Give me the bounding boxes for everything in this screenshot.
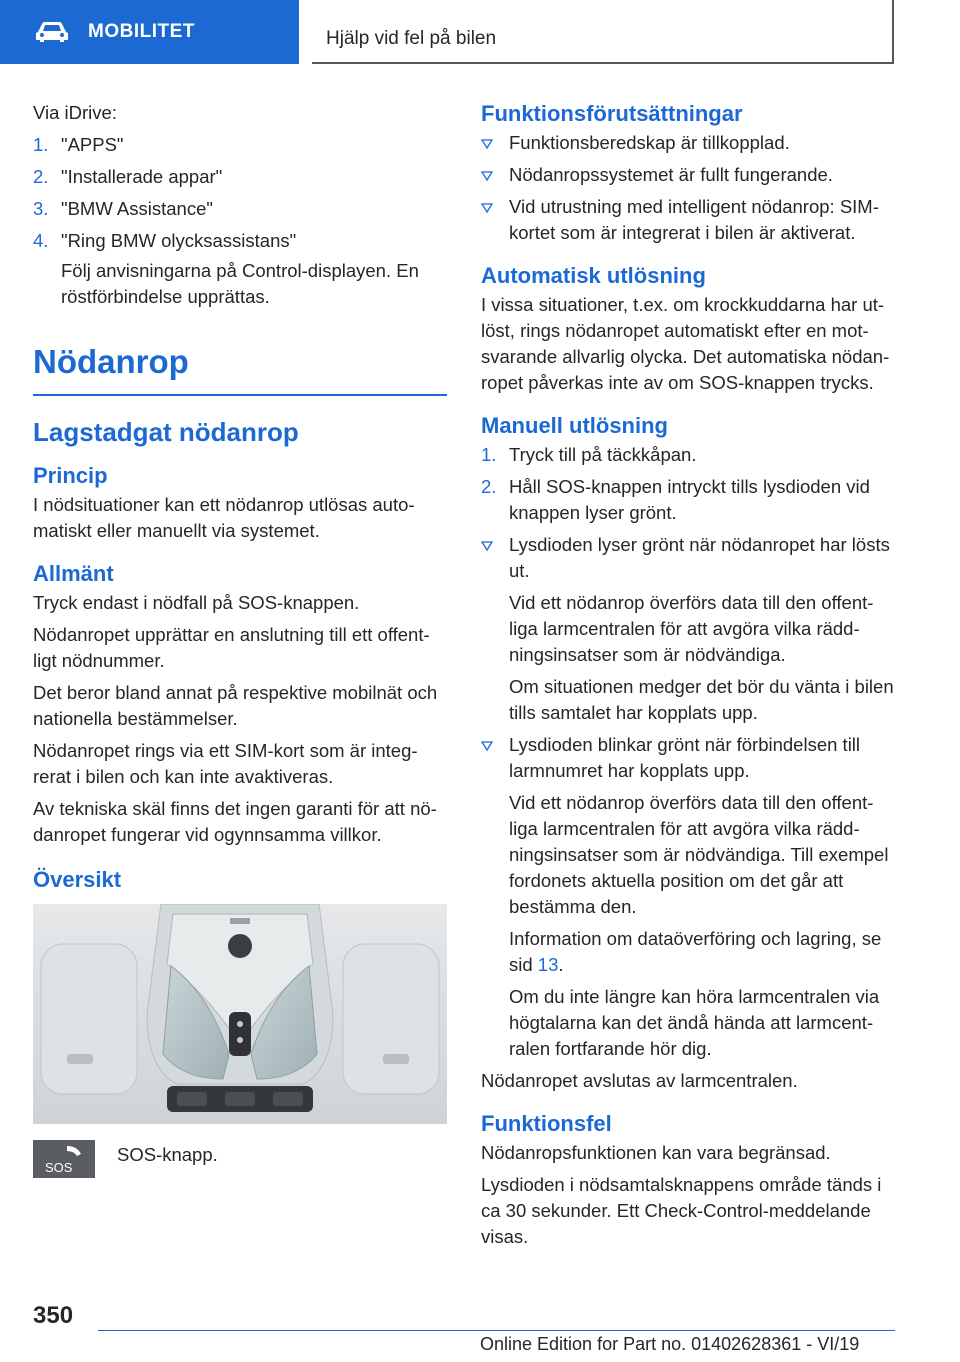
end-text: Nödanropet avslutas av larmcentralen. — [481, 1070, 798, 1091]
section-heading: Lagstadgat nödanrop — [33, 417, 299, 447]
bullet-note: Vid ett nödanrop överförs data till den offentliga larmcentralen för att avgöra vilka räddningsinsatser som är nödvändiga. Till exempel fordonets aktuella position om det går att bestämma den. — [509, 792, 889, 917]
bullet-text: Vid utrustning med intelligent nödanrop: SIM-kortet som är integrerat i bilen är aktiverat. — [509, 196, 879, 243]
list-number: 3. — [33, 198, 49, 219]
note-text-end: . — [558, 954, 564, 975]
list-number: 4. — [33, 230, 49, 251]
bullet-item — [481, 532, 895, 584]
sos-icon-label: SOS — [45, 1160, 73, 1175]
subsection-heading-manual: Manuell utlösning — [481, 413, 668, 438]
bullet-note: Vid ett nödanrop överförs data till den offentliga larmcentralen för att avgöra vilka räddningsinsatser som är nödvändiga. — [509, 592, 874, 665]
triangle-bullet-icon — [481, 541, 493, 551]
right-column — [481, 100, 895, 1256]
page-reference-link[interactable]: 13 — [537, 954, 559, 975]
bullet-note: Om situationen medger det bör du vänta i bilen tills samtalet har kopplats upp. — [509, 676, 894, 723]
bullet-item — [481, 732, 895, 784]
chapter-heading: Nödanrop — [33, 343, 189, 380]
figure-caption: SOS-knapp. — [117, 1144, 218, 1165]
car-icon — [34, 20, 70, 44]
list-text: "Installerade appar" — [61, 166, 223, 187]
subsection-heading-overview: Översikt — [33, 867, 122, 892]
triangle-bullet-icon — [481, 171, 493, 181]
list-text: Håll SOS-knappen intryckt tills lysdioden vid knappen lyser grönt. — [509, 476, 870, 523]
intro-text: Via iDrive: — [33, 102, 117, 123]
general-paragraph: Det beror bland annat på respektive mobilnät och nationella bestämmelser. — [33, 682, 438, 729]
general-paragraph: Nödanropet upprättar en anslutning till ett offentligt nödnummer. — [33, 624, 430, 671]
list-item — [33, 196, 447, 222]
left-column — [33, 100, 447, 1178]
principle-text: I nödsituationer kan ett nödanrop utlösas automatiskt eller manuellt via systemet. — [33, 494, 415, 541]
bullet-note — [481, 926, 895, 978]
list-text: "BMW Assistance" — [61, 198, 213, 219]
footer-edition: Online Edition for Part no. 01402628361 - VI/19 — [480, 1334, 860, 1354]
list-number: 2. — [33, 166, 49, 187]
roof-console-photo — [33, 904, 447, 1124]
bullet-item — [481, 130, 895, 156]
triangle-bullet-icon — [481, 203, 493, 213]
general-paragraph: Nödanropet rings via ett SIM-kort som är integrerat i bilen och kan inte avaktiveras. — [33, 740, 418, 787]
bullet-text: Nödanropssystemet är fullt fungerande. — [509, 164, 833, 185]
page-number: 350 — [33, 1302, 74, 1329]
list-item — [33, 228, 447, 254]
subsection-heading-general: Allmänt — [33, 561, 114, 586]
triangle-bullet-icon — [481, 741, 493, 751]
automatic-text: I vissa situationer, t.ex. om krockkuddarna har utlöst, rings nödanropet automatiskt efter en motsvarande allvarlig olycka. Det automatiska nödanropet påverkas inte av om SOS-knappen trycks. — [481, 294, 890, 393]
bullet-note: Om du inte längre kan höra larmcentralen via högtalarna kan det ändå hända att larmcentralen fortfarande hör dig. — [509, 986, 880, 1059]
subsection-heading-prerequisites: Funktionsförutsättningar — [481, 101, 743, 126]
subsection-heading-principle: Princip — [33, 463, 108, 488]
figure-caption-row — [33, 1140, 447, 1178]
general-paragraph: Tryck endast i nödfall på SOS-knappen. — [33, 592, 360, 613]
list-item — [33, 132, 447, 158]
sos-icon — [33, 1140, 95, 1178]
fault-paragraph: Nödanropsfunktionen kan vara begränsad. — [481, 1142, 831, 1163]
note-text: Information om dataöverföring och lagring, se sid — [509, 928, 882, 975]
list-number: 2. — [481, 476, 497, 497]
header-section-tab — [0, 0, 299, 64]
page-title: Hjälp vid fel på bilen — [326, 28, 497, 49]
triangle-bullet-icon — [481, 139, 493, 149]
footer-divider — [98, 1330, 895, 1331]
list-text: "Ring BMW olycksassistans" — [61, 230, 297, 251]
general-paragraph: Av tekniska skäl finns det ingen garanti för att nödanropet fungerar vid ogynnsamma villkor. — [33, 798, 437, 845]
bullet-item — [481, 194, 895, 246]
bullet-text: Lysdioden lyser grönt när nödanropet har lösts ut. — [509, 534, 890, 581]
list-number: 1. — [33, 134, 49, 155]
bullet-text: Lysdioden blinkar grönt när förbindelsen till larmnumret har kopplats upp. — [509, 734, 861, 781]
header-title-box — [312, 0, 894, 64]
list-text: "APPS" — [61, 134, 124, 155]
list-item — [481, 442, 895, 468]
list-text: Tryck till på täckkåpan. — [509, 444, 697, 465]
list-item — [481, 474, 895, 526]
header-section-label: MOBILITET — [88, 21, 195, 42]
step-note: Följ anvisningarna på Control-displayen. En röstförbindelse upprättas. — [61, 260, 419, 307]
subsection-heading-fault: Funktionsfel — [481, 1111, 612, 1136]
heading-divider — [33, 394, 447, 396]
list-item — [33, 164, 447, 190]
list-number: 1. — [481, 444, 497, 465]
bullet-text: Funktionsberedskap är tillkopplad. — [509, 132, 790, 153]
bullet-item — [481, 162, 895, 188]
subsection-heading-automatic: Automatisk utlösning — [481, 263, 706, 288]
fault-paragraph: Lysdioden i nödsamtalsknappens område tänds i ca 30 sekunder. Ett Check-Control-meddelande visas. — [481, 1174, 882, 1247]
